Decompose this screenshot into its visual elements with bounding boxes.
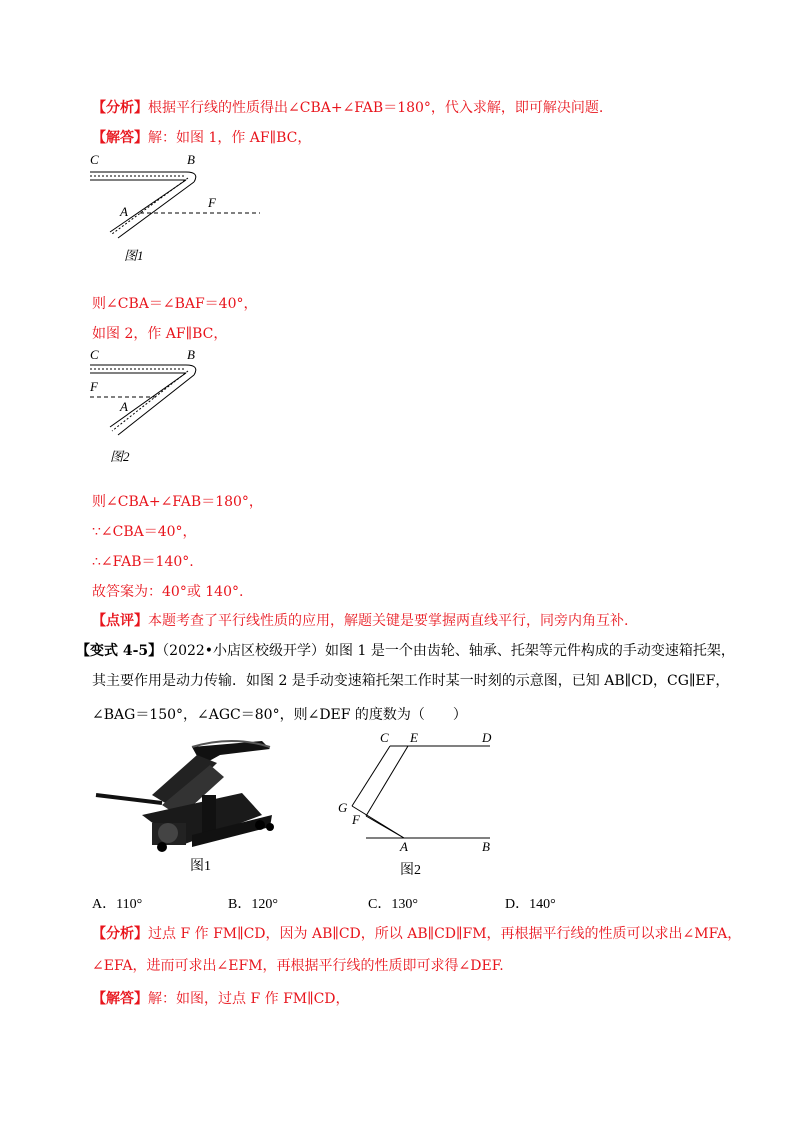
analysis-text: 根据平行线的性质得出∠CBA+∠FAB＝180°，代入求解，即可解决问题. [148, 100, 604, 116]
analysis-tag: 【分析】 [92, 100, 148, 116]
fig1-label-a: A [120, 204, 128, 219]
fig1-label-c: C [90, 152, 99, 167]
answer2-tag: 【解答】 [92, 991, 148, 1007]
option-b[interactable]: B．120° [228, 897, 278, 912]
comment-text: 本题考查了平行线性质的应用，解题关键是要掌握两直线平行，同旁内角互补. [148, 613, 629, 629]
option-d[interactable]: D．140° [505, 897, 556, 912]
figure-geometry [330, 728, 510, 878]
analysis-line-1 [92, 99, 603, 117]
option-c[interactable]: C．130° [368, 897, 418, 912]
figure-gearbox-photo [92, 735, 282, 875]
geo-label-e: E [410, 730, 418, 745]
problem-line-2: 其主要作用是动力传输．如图 2 是手动变速箱托架工作时某一时刻的示意图，已知 AB∥CD，CG∥EF， [92, 673, 730, 689]
step-3: 则∠CBA+∠FAB＝180°， [92, 494, 263, 510]
fig2-caption: 图2 [110, 449, 130, 464]
answer2-line [92, 990, 350, 1008]
comment-line [92, 612, 628, 630]
step-2: 如图 2，作 AF∥BC， [92, 326, 228, 342]
geo-label-c: C [380, 730, 389, 745]
fig1-label-b: B [187, 152, 195, 167]
answer2-text: 解：如图，过点 F 作 FM∥CD， [148, 991, 350, 1007]
problem-tag: 【变式 4-5】 [76, 643, 163, 659]
answer-text: 解：如图 1，作 AF∥BC， [148, 130, 312, 146]
step-5: ∴∠FAB＝140°. [92, 554, 194, 570]
step-4: ∵∠CBA＝40°， [92, 524, 197, 540]
analysis2-line-2: ∠EFA，进而可求出∠EFM，再根据平行线的性质即可求得∠DEF. [92, 958, 504, 974]
fig2-label-b: B [187, 347, 195, 362]
option-a[interactable]: A．110° [92, 897, 143, 912]
figure-2 [88, 347, 268, 467]
figure-1 [88, 150, 268, 265]
fig2-label-f: F [90, 379, 98, 394]
problem-text-1: （2022•小店区校级开学）如图 1 是一个由齿轮、轴承、托架等元件构成的手动变速箱托架， [162, 643, 735, 659]
fig2-label-a: A [120, 399, 128, 414]
analysis2-tag: 【分析】 [92, 926, 148, 942]
answer-tag: 【解答】 [92, 130, 148, 146]
geo-label-g: G [338, 800, 348, 815]
fig1-caption: 图1 [124, 248, 144, 263]
geo-label-f: F [352, 812, 360, 827]
geo-caption: 图2 [400, 863, 421, 878]
fig3-caption: 图1 [190, 859, 211, 874]
problem-line-1 [76, 642, 735, 660]
fig1-label-f: F [208, 195, 216, 210]
problem-line-3: ∠BAG＝150°，∠AGC＝80°，则∠DEF 的度数为（ ） [92, 707, 467, 723]
step-6: 故答案为：40°或 140°. [92, 584, 244, 600]
geo-label-d: D [482, 730, 492, 745]
comment-tag: 【点评】 [92, 613, 148, 629]
geo-label-a: A [400, 839, 408, 854]
analysis2-text-1: 过点 F 作 FM∥CD，因为 AB∥CD，所以 AB∥CD∥FM，再根据平行线的性质可以求出∠MFA， [148, 926, 742, 942]
answer-line-1 [92, 129, 311, 147]
fig2-label-c: C [90, 347, 99, 362]
analysis2-line-1 [92, 925, 741, 943]
geo-label-b: B [482, 839, 490, 854]
step-1: 则∠CBA＝∠BAF＝40°， [92, 296, 258, 312]
